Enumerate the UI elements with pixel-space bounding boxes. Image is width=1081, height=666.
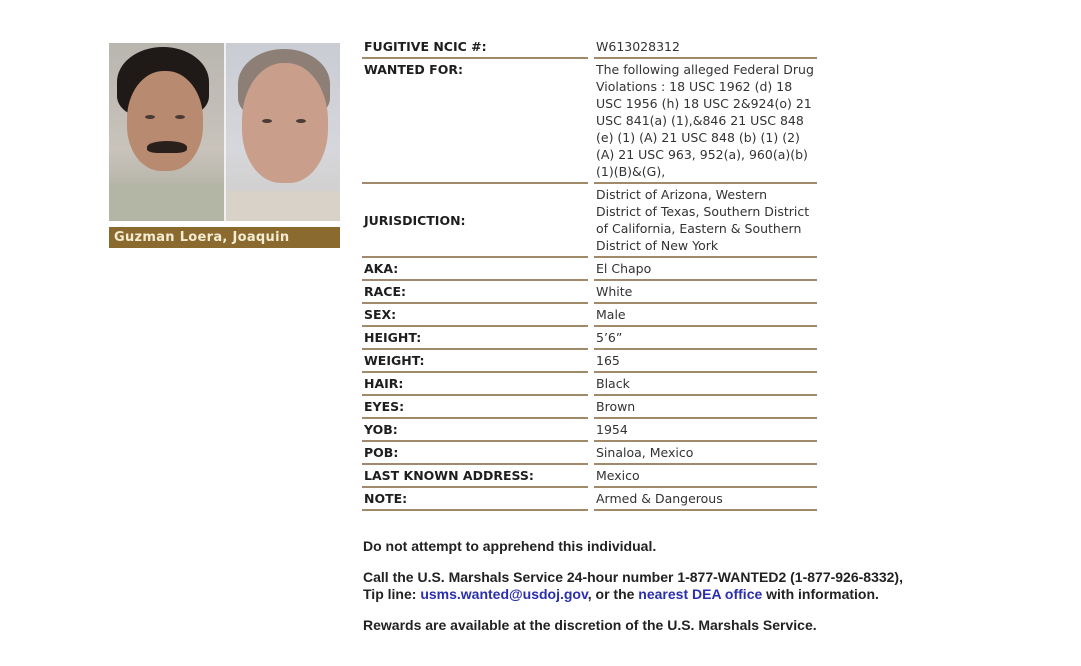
detail-label: SEX: <box>362 304 588 327</box>
detail-label: JURISDICTION: <box>362 184 588 258</box>
detail-value: 5’6” <box>594 327 817 350</box>
detail-row-last-known-address <box>362 465 817 488</box>
detail-label: POB: <box>362 442 588 465</box>
detail-row-eyes <box>362 396 817 419</box>
mugshot-photo-left <box>109 43 226 221</box>
call-line: Call the U.S. Marshals Service 24-hour number 1-877-WANTED2 (1-877-926-8332), <box>363 569 903 585</box>
detail-value: District of Arizona, Western District of Texas, Southern District of California, Eastern & Southern District of New York <box>594 184 817 258</box>
detail-row-hair <box>362 373 817 396</box>
detail-label: HAIR: <box>362 373 588 396</box>
detail-row-aka <box>362 258 817 281</box>
detail-row-weight <box>362 350 817 373</box>
tip-email-link[interactable]: usms.wanted@usdoj.gov <box>420 586 588 602</box>
detail-label: LAST KNOWN ADDRESS: <box>362 465 588 488</box>
rewards-text: Rewards are available at the discretion of the U.S. Marshals Service. <box>363 617 817 633</box>
fugitive-name-caption: Guzman Loera, Joaquin <box>109 227 340 248</box>
mugshots <box>109 43 340 221</box>
detail-label: EYES: <box>362 396 588 419</box>
detail-value: Brown <box>594 396 817 419</box>
detail-row-race <box>362 281 817 304</box>
detail-value: El Chapo <box>594 258 817 281</box>
detail-value: Sinaloa, Mexico <box>594 442 817 465</box>
detail-label: WEIGHT: <box>362 350 588 373</box>
detail-label: NOTE: <box>362 488 588 511</box>
contact-text <box>363 569 1003 603</box>
nearest-dea-office-link[interactable]: nearest DEA office <box>638 586 763 602</box>
detail-row-ncic <box>362 36 817 59</box>
detail-row-note <box>362 488 817 511</box>
detail-row-wanted-for <box>362 59 817 184</box>
detail-label: HEIGHT: <box>362 327 588 350</box>
detail-label: YOB: <box>362 419 588 442</box>
detail-value: Armed & Dangerous <box>594 488 817 511</box>
detail-row-pob <box>362 442 817 465</box>
fugitive-details-table <box>362 36 817 511</box>
detail-value: White <box>594 281 817 304</box>
detail-value: The following alleged Federal Drug Violations : 18 USC 1962 (d) 18 USC 1956 (h) 18 USC 2&924(o) 21 USC 841(a) (1),&846 21 USC 848 (e) (1) (A) 21 USC 848 (b) (1) (2) (A) 21 USC 963, 952(a), 960(a)(b) (1)(B)&(G), <box>594 59 817 184</box>
tip-middle: , or the <box>587 586 639 602</box>
detail-label: FUGITIVE NCIC #: <box>362 36 588 59</box>
tip-prefix: Tip line: <box>363 586 421 602</box>
detail-value: W613028312 <box>594 36 817 59</box>
fugitive-photo-block <box>109 43 340 248</box>
detail-label: AKA: <box>362 258 588 281</box>
detail-value: Black <box>594 373 817 396</box>
detail-value: 165 <box>594 350 817 373</box>
detail-label: WANTED FOR: <box>362 59 588 184</box>
detail-row-yob <box>362 419 817 442</box>
mugshot-photo-right <box>226 43 341 221</box>
instructions-section <box>363 538 1003 648</box>
tip-suffix: with information. <box>762 586 879 602</box>
detail-value: 1954 <box>594 419 817 442</box>
detail-value: Mexico <box>594 465 817 488</box>
detail-row-height <box>362 327 817 350</box>
warning-text: Do not attempt to apprehend this individual. <box>363 538 657 554</box>
detail-row-sex <box>362 304 817 327</box>
detail-row-jurisdiction <box>362 184 817 258</box>
detail-label: RACE: <box>362 281 588 304</box>
detail-value: Male <box>594 304 817 327</box>
